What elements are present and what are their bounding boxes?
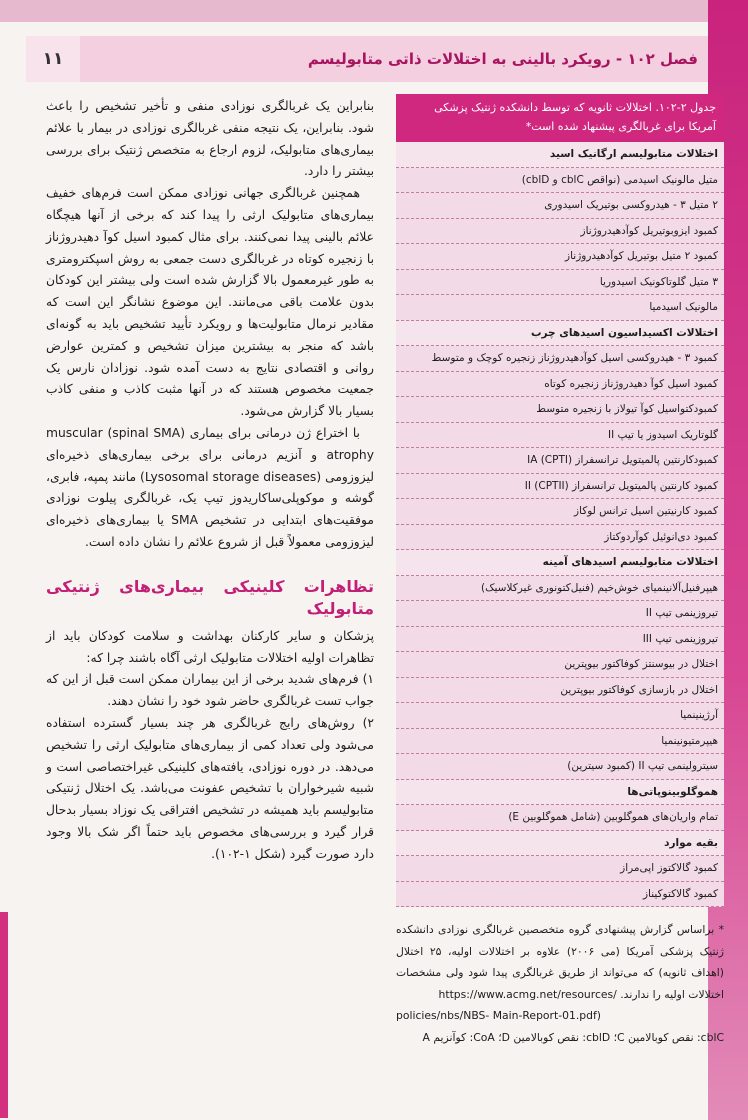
list-item: ۱) فرم‌های شدید برخی از این بیماران ممکن است قبل از این که جواب تست غربالگری حاضر شود خود را نشان دهند. xyxy=(46,672,374,709)
paragraph: همچنین غربالگری جهانی نوزادی ممکن است فرم‌های خفیف بیماری‌های متابولیک ارثی را پیدا کند که برخی از آنها هیچگاه علائم بالینی پیدا نمی‌کنند. برای مثال کمبود اسیل کوآ دهیدروژناز با زنجیره کوتاه در غربالگری دست جمعی به روش اسپکترومتری به طور غیرمعمول بالا گزارش شده است ولی بیشتر این کودکان بدون علامت باقی می‌مانند. این موضوع نشانگر این است که مقادیر نرمال متابولیت‌ها و رویکرد تأیید تشخیص باید به گونه‌ای باشد که منجر به بیشترین میزان تشخیص و کمترین عوارض روانی و اقتصادی نتایج به دست آمده شود. نوزادان نارس یک جمعیت مخصوص هستند که در آنها مثبت کاذب و منفی کاذب بسیار بالا گزارش می‌شود. xyxy=(46,186,374,419)
table-row: متیل مالونیک اسیدمی (نواقص cblC و cblD) xyxy=(396,168,724,194)
table-section-header: بقیه موارد xyxy=(396,831,724,857)
paragraph: با اختراع ژن درمانی برای بیماری (spinal SMA) muscular atrophy و آنزیم درمانی برای برخی بیماری‌های ذخیره‌ای لیزوزومی (Lysosomal storage diseases) مانند پمپه، فابری، گوشه و موکوپلی‌ساکاریدوز تیپ یک، غربالگری پیلوت نوزادی موفقیت‌های ابتدایی در تشخیص SMA یا بیماری‌های ذخیره‌ای لیزوزومی معمولاً قبل از شروع علائم را نشان داده است. xyxy=(46,425,374,549)
table-row: هیپرمتیونینمیا xyxy=(396,729,724,755)
table-row: کمبود دی‌انوئیل کوآردوکتاز xyxy=(396,525,724,551)
table-row: ۳ متیل گلوتاکونیک اسیدوریا xyxy=(396,270,724,296)
table-row: تیروزینمی تیپ III xyxy=(396,627,724,653)
table-body xyxy=(396,142,724,907)
table-caption: جدول ۲-۱۰۲. اختلالات ثانویه که توسط دانشکده ژنتیک پزشکی آمریکا برای غربالگری پیشنهاد شده است* xyxy=(396,94,724,142)
footnote-abbreviations: cblC: نقص کوبالامین C؛ cblD: نقص کوبالامین D؛ CoA: کوآنزیم A xyxy=(422,1030,724,1044)
section-heading: تظاهرات کلینیکی بیماری‌های ژنتیکی متابولیک xyxy=(46,576,374,618)
table-row: کمبود کارنتین پالمیتویل ترانسفراز II (CPTII) xyxy=(396,474,724,500)
table-row: اختلال در بیوسنتز کوفاکتور بیوپترین xyxy=(396,652,724,678)
table-row: کمبود ۲ متیل بوتیریل کوآدهیدروژناز xyxy=(396,244,724,270)
top-color-band xyxy=(0,0,748,22)
paragraph: بنابراین یک غربالگری نوزادی منفی و تأخیر تشخیص را باعث شود. بنابراین، یک نتیجه منفی غربالگری نوزادی در بیمار با علائم بیماری‌های متابولیک، لزوم ارجاع به متخصص ژنتیک برای بررسی بیشتر را دارد. xyxy=(46,99,374,179)
table-row: مالونیک اسیدمیا xyxy=(396,295,724,321)
page-header xyxy=(26,36,708,82)
table-row: کمبود گالاکتوز اپی‌مراز xyxy=(396,856,724,882)
table-section-header: اختلالات متابولیسم ارگانیک اسید xyxy=(396,142,724,168)
table-row: اختلال در بازسازی کوفاکتور بیوپترین xyxy=(396,678,724,704)
footnote-url-tail: policies/nbs/NBS- Main-Report-01.pdf) xyxy=(396,1009,601,1022)
table-row: کمبود ۳ - هیدروکسی اسیل کوآدهیدروژناز زنجیره کوچک و متوسط xyxy=(396,346,724,372)
table-row: گلوتاریک اسیدوز یا تیپ II xyxy=(396,423,724,449)
table-footnotes xyxy=(396,919,724,1048)
table-row: ۲ متیل ۳ - هیدروکسی بوتیریک اسیدوری xyxy=(396,193,724,219)
body-text-column xyxy=(46,96,374,866)
table-row: کمبود ایزوبوتیریل کوآدهیدروژناز xyxy=(396,219,724,245)
chapter-title: فصل ۱۰۲ - رویکرد بالینی به اختلالات ذاتی متابولیسم xyxy=(307,50,698,68)
list-item: ۲) روش‌های رایج غربالگری هر چند بسیار گسترده استفاده می‌شود ولی تعداد کمی از بیماری‌های متابولیک ارثی را تشخیص می‌دهد. در دوره نوزادی، یافته‌های کلینیکی غیراختصاصی است و شبیه شیرخواران با تشخیص عفونت می‌باشد. یک اختلال ژنتیکی متابولیسم باید همیشه در تشخیص افتراقی یک نوزاد بسیار بدحال قرار گیرد و بررسی‌های مخصوص باید حتماً اگر شک بالا وجود دارد صورت گیرد (شکل ۱-۱۰۲). xyxy=(46,715,374,861)
table-row: کمبود اسیل کوآ دهیدروژناز زنجیره کوتاه xyxy=(396,372,724,398)
table-row: کمبودکتواسیل کوآ تیولاز با زنجیره متوسط xyxy=(396,397,724,423)
table-section-header: هموگلوبینوپاتی‌ها xyxy=(396,780,724,806)
table-section-header: اختلالات اکسیداسیون اسیدهای چرب xyxy=(396,321,724,347)
page-number: ۱۱ xyxy=(26,36,80,82)
paragraph: پزشکان و سایر کارکنان بهداشت و سلامت کودکان باید از تظاهرات اولیه اختلالات متابولیک ارثی آگاه باشند چرا که: xyxy=(46,628,374,665)
table-row: هیپرفنیل‌آلانینمیای خوش‌خیم (فنیل‌کتونوری غیرکلاسیک) xyxy=(396,576,724,602)
footnote-main: * براساس گزارش پیشنهادی گروه متخصصین غربالگری نوزادی دانشکده ژنتیک پزشکی آمریکا (می ۲۰۰۶) علاوه بر اختلالات اولیه، ۲۵ اختلال (اهداف ثانویه) که می‌تواند از طریق غربالگری پیدا شود ولی مشخصات اختلالات اولیه را ندارند. /https://www.acmg.net/resources xyxy=(396,923,724,1001)
table-row: کمبودکارنتین پالمیتویل ترانسفراز IA (CPTI) xyxy=(396,448,724,474)
table-row: سیترولینمی تیپ II (کمبود سیترین) xyxy=(396,754,724,780)
table-row: کمبود کارنیتین اسیل ترانس لوکاز xyxy=(396,499,724,525)
table-row: آرژینینمیا xyxy=(396,703,724,729)
table-section-header: اختلالات متابولیسم اسیدهای آمینه xyxy=(396,550,724,576)
table-row: تیروزینمی تیپ II xyxy=(396,601,724,627)
left-edge-marker xyxy=(0,912,8,1118)
table-row: کمبود گالاکتوکیناز xyxy=(396,882,724,908)
secondary-disorders-table xyxy=(396,94,724,1048)
table-row: تمام واریان‌های هموگلوبین (شامل هموگلوبین E) xyxy=(396,805,724,831)
